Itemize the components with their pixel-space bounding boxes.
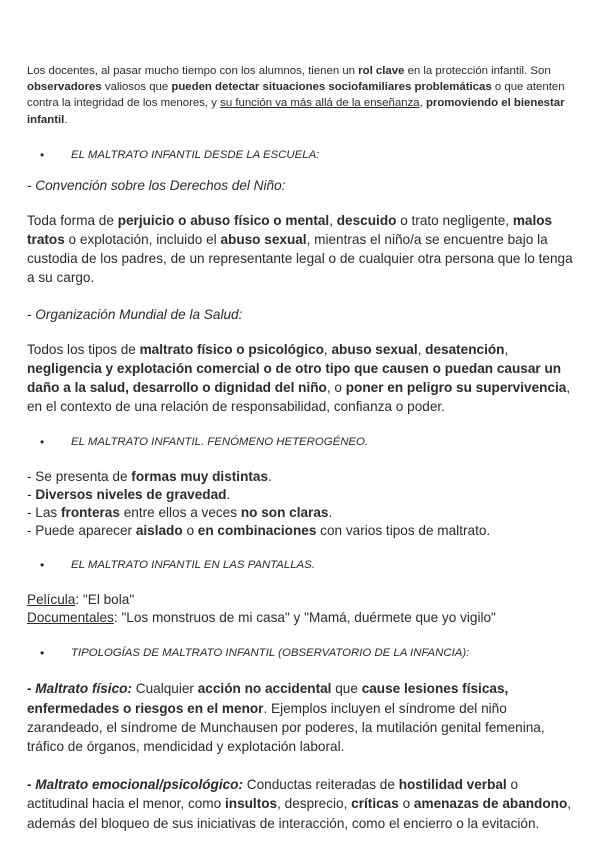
intro-paragraph: Los docentes, al pasar mucho tiempo con los alumnos, tienen un rol clave en la protección infantil. Son observadores valiosos que pueden detectar situaciones sociofamiliares problemáticas o que atenten contra la integridad de los menores, y su función va más allá de la enseñanza, promoviendo el bienestar infantil. xyxy=(27,65,565,126)
paragraph-oms: Todos los tipos de maltrato físico o psicológico, abuso sexual, desatención, negligencia y explotación comercial o de otro tipo que causen o puedan causar un daño a la salud, desarrollo o dignidad del niño, o poner en peligro su supervivencia, en el contexto de una relación de responsabilidad, confianza o poder. xyxy=(27,341,571,415)
bullet-escuela: • EL MALTRATO INFANTIL DESDE LA ESCUELA: xyxy=(40,147,320,162)
bullet-dot: • xyxy=(40,147,45,162)
list-item: - Se presenta de formas muy distintas. xyxy=(27,469,272,485)
heading-convencion: - Convención sobre los Derechos del Niño: xyxy=(27,177,286,193)
heterogeneo-list xyxy=(27,468,573,540)
documentaries-label: Documentales xyxy=(27,610,114,626)
list-item: - Puede aparecer aislado o en combinaciones con varios tipos de maltrato. xyxy=(27,523,491,539)
paragraph-convencion: Toda forma de perjuicio o abuso físico o mental, descuido o trato negligente, malos tratos o explotación, incluido el abuso sexual, mientras el niño/a se encuentre bajo la custodia de los padres, de un representante legal o de cualquier otra persona que lo tenga a su cargo. xyxy=(27,212,573,286)
maltrato-fisico-label: - Maltrato físico: xyxy=(27,681,132,697)
film-line: Película: "El bola" xyxy=(27,592,135,608)
bullet-dot: • xyxy=(40,646,45,661)
bullet-dot: • xyxy=(40,435,45,450)
document-page xyxy=(27,63,573,833)
paragraph-maltrato-emocional: - Maltrato emocional/psicológico: Conductas reiteradas de hostilidad verbal o actitudinal hacia el menor, como insultos, desprecio, críticas o amenazas de abandono, además del bloqueo de sus iniciativas de interacción, como el encierro o la evitación. xyxy=(27,777,572,831)
list-item: - Las fronteras entre ellos a veces no son claras. xyxy=(27,505,333,521)
bullet-dot: • xyxy=(40,558,45,573)
bullet-pantallas: • EL MALTRATO INFANTIL EN LAS PANTALLAS. xyxy=(40,558,315,573)
paragraph-maltrato-fisico: - Maltrato físico: Cualquier acción no accidental que cause lesiones físicas, enfermedades o riesgos en el menor. Ejemplos incluyen el síndrome del niño zarandeado, el síndrome de Munchausen por poderes, la mutilación genital femenina, tráfico de órganos, mendicidad y explotación laboral. xyxy=(27,681,545,755)
film-label: Película xyxy=(27,592,76,608)
maltrato-emocional-label: - Maltrato emocional/psicológico: xyxy=(27,777,244,793)
documentaries-line: Documentales: "Los monstruos de mi casa" y "Mamá, duérmete que yo vigilo" xyxy=(27,610,496,626)
pantallas-list xyxy=(27,591,573,627)
heading-oms: - Organización Mundial de la Salud: xyxy=(27,306,243,322)
bullet-heterogeneo: • EL MALTRATO INFANTIL. FENÓMENO HETEROGÉNEO. xyxy=(40,435,369,450)
list-item: - Diversos niveles de gravedad. xyxy=(27,487,231,503)
bullet-tipologias: • TIPOLOGÍAS DE MALTRATO INFANTIL (OBSERVATORIO DE LA INFANCIA): xyxy=(40,646,470,661)
